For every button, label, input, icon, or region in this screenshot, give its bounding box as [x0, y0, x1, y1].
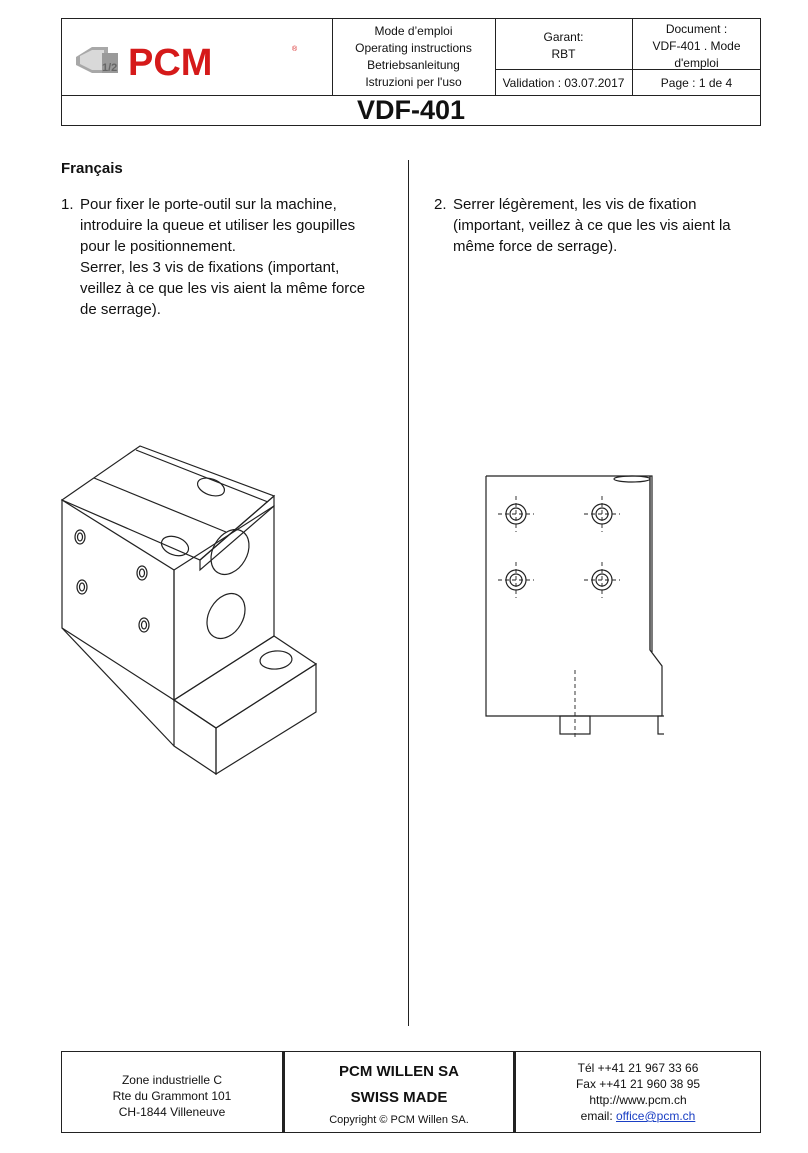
footer-contact: [516, 1060, 760, 1124]
step-line: même force de serrage).: [453, 238, 618, 255]
garant-value: RBT: [551, 47, 576, 61]
screw-hole-icon: [506, 504, 612, 590]
language-heading: Français: [61, 160, 123, 177]
language-fr: Mode d’emploi: [374, 24, 453, 38]
garant-cell: [495, 29, 632, 63]
step-line: veillez à ce que les vis aient la même force: [80, 280, 366, 297]
tool-holder-isometric-drawing: [58, 440, 323, 775]
svg-text:®: ®: [292, 46, 298, 53]
step-number: 2.: [434, 196, 447, 213]
website-link[interactable]: http://www.pcm.ch: [589, 1093, 687, 1107]
address-line: Rte du Grammont 101: [112, 1089, 232, 1103]
svg-text:1/2: 1/2: [102, 62, 118, 74]
email-row: [516, 1108, 760, 1124]
language-de: Betriebsanleitung: [367, 58, 460, 72]
step-line: Serrer légèrement, les vis de fixation: [453, 196, 697, 213]
fax-number: Fax ++41 21 960 38 95: [575, 1077, 701, 1091]
swiss-made: SWISS MADE: [350, 1089, 448, 1106]
logo-brand-text: PCM: [128, 42, 213, 84]
step-line: de serrage).: [80, 301, 161, 318]
company-name: PCM WILLEN SA: [339, 1063, 459, 1080]
logo-emblem-icon: [76, 47, 118, 74]
step-number: 1.: [61, 196, 74, 213]
document-value: d'emploi: [674, 56, 719, 70]
page-number: Page : 1 de 4: [660, 76, 733, 90]
step-line: introduire la queue et utiliser les goupilles: [80, 217, 356, 234]
tool-holder-front-view-drawing: [484, 470, 664, 742]
address-line: Zone industrielle C: [121, 1073, 223, 1087]
header-table: [61, 18, 761, 126]
phone-number: Tél ++41 21 967 33 66: [577, 1061, 699, 1075]
address-line: CH-1844 Villeneuve: [118, 1105, 226, 1119]
validation-date: Validation : 03.07.2017: [502, 76, 625, 90]
language-en: Operating instructions: [355, 41, 472, 55]
footer-company: [285, 1062, 513, 1128]
document-label: Document :: [665, 22, 728, 36]
document-value: VDF-401 . Mode: [652, 39, 741, 53]
step-line: pour le positionnement.: [80, 238, 236, 255]
garant-label: Garant:: [543, 30, 584, 44]
copyright: Copyright © PCM Willen SA.: [329, 1114, 469, 1126]
language-it: Istruzioni per l'uso: [365, 75, 462, 89]
step-line: Pour fixer le porte-outil sur la machine,: [80, 196, 337, 213]
email-link[interactable]: office@pcm.ch: [616, 1109, 696, 1123]
step-line: (important, veillez à ce que les vis aient la: [453, 217, 731, 234]
document-cell: [632, 21, 761, 72]
languages-cell: [332, 23, 495, 91]
footer-address: [62, 1072, 282, 1120]
column-divider: [408, 160, 409, 1026]
step-line: Serrer, les 3 vis de fixations (important,: [80, 259, 340, 276]
email-label: email:: [580, 1109, 616, 1123]
footer-table: [61, 1051, 761, 1133]
document-title: VDF-401: [356, 95, 466, 125]
pcm-logo: [72, 29, 304, 89]
